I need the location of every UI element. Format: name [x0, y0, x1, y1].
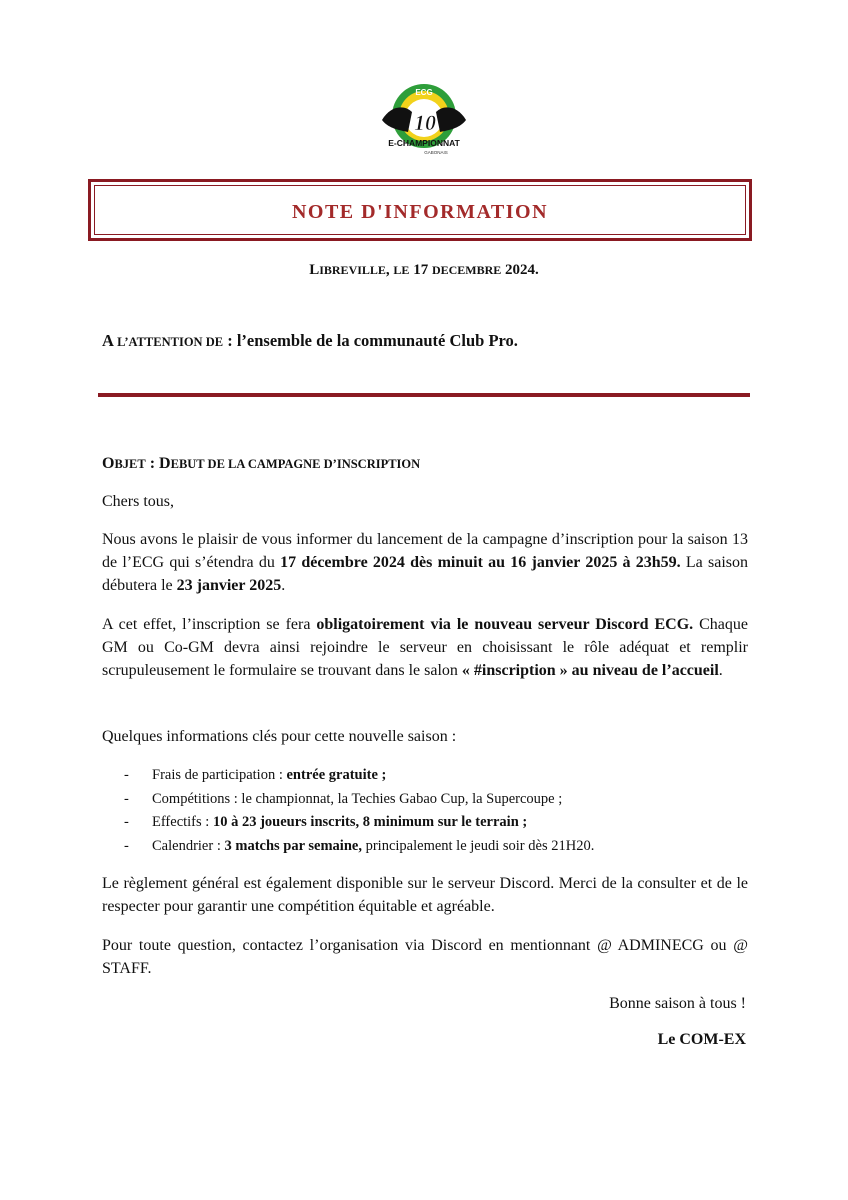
- logo-top-text: ECG: [415, 88, 433, 97]
- paragraph-rules: Le règlement général est également disponible sur le serveur Discord. Merci de la consulter et de le respecter pour garantir une compétition équitable et agréable.: [102, 875, 748, 915]
- attention-line: A L’ATTENTION DE : l’ensemble de la communauté Club Pro.: [102, 331, 518, 350]
- list-item: - Effectifs : 10 à 23 joueurs inscrits, 8 minimum sur le terrain ;: [124, 814, 528, 830]
- title-box: [88, 179, 752, 241]
- logo-wing-right: [436, 107, 466, 132]
- attention-value: l’ensemble de la communauté Club Pro.: [236, 331, 518, 350]
- logo-bottom-text: E-CHAMPIONNAT: [388, 138, 460, 148]
- logo-wing-left: [382, 107, 412, 132]
- document-title: NOTE D'INFORMATION: [291, 201, 549, 223]
- list-item: - Compétitions : le championnat, la Techies Gabao Cup, la Supercoupe ;: [124, 790, 563, 807]
- subject-line: OBJET : DEBUT DE LA CAMPAGNE D’INSCRIPTION: [102, 455, 421, 472]
- paragraph-contact: Pour toute question, contactez l’organisation via Discord en mentionnant @ ADMINECG ou @ STAFF.: [102, 937, 748, 977]
- ecg-logo: [378, 80, 470, 158]
- signature: Le COM-EX: [657, 1031, 746, 1048]
- key-info-list: [102, 764, 748, 858]
- paragraph-dates: Nous avons le plaisir de vous informer du lancement de la campagne d’inscription pour la saison 13 de l’ECG qui s’étendra du 17 décembre 2024 dès minuit au 16 janvier 2025 à 23h59. La saison débutera le 23 janvier 2025.: [102, 531, 749, 594]
- list-item: - Frais de participation : entrée gratuite ;: [124, 767, 387, 783]
- list-item: - Calendrier : 3 matchs par semaine, principalement le jeudi soir dès 21H20.: [124, 837, 595, 854]
- date-line: LIBREVILLE, LE 17 DECEMBRE 2024.: [309, 262, 539, 278]
- paragraph-registration: A cet effet, l’inscription se fera obligatoirement via le nouveau serveur Discord ECG. Chaque GM ou Co-GM devra ainsi rejoindre le serveur en choisissant le rôle adéquat et remplir scrupuleusement le formulaire se trouvant dans le salon « #inscription » au niveau de l’accueil.: [102, 616, 749, 679]
- closing-line: Bonne saison à tous !: [609, 995, 746, 1012]
- logo-sub-text: GABONAIS: [424, 150, 448, 155]
- separator-rule: [98, 393, 750, 397]
- logo-number: 10: [414, 110, 436, 135]
- greeting: Chers tous,: [102, 493, 174, 510]
- paragraph-key-info-intro: Quelques informations clés pour cette nouvelle saison :: [102, 728, 457, 745]
